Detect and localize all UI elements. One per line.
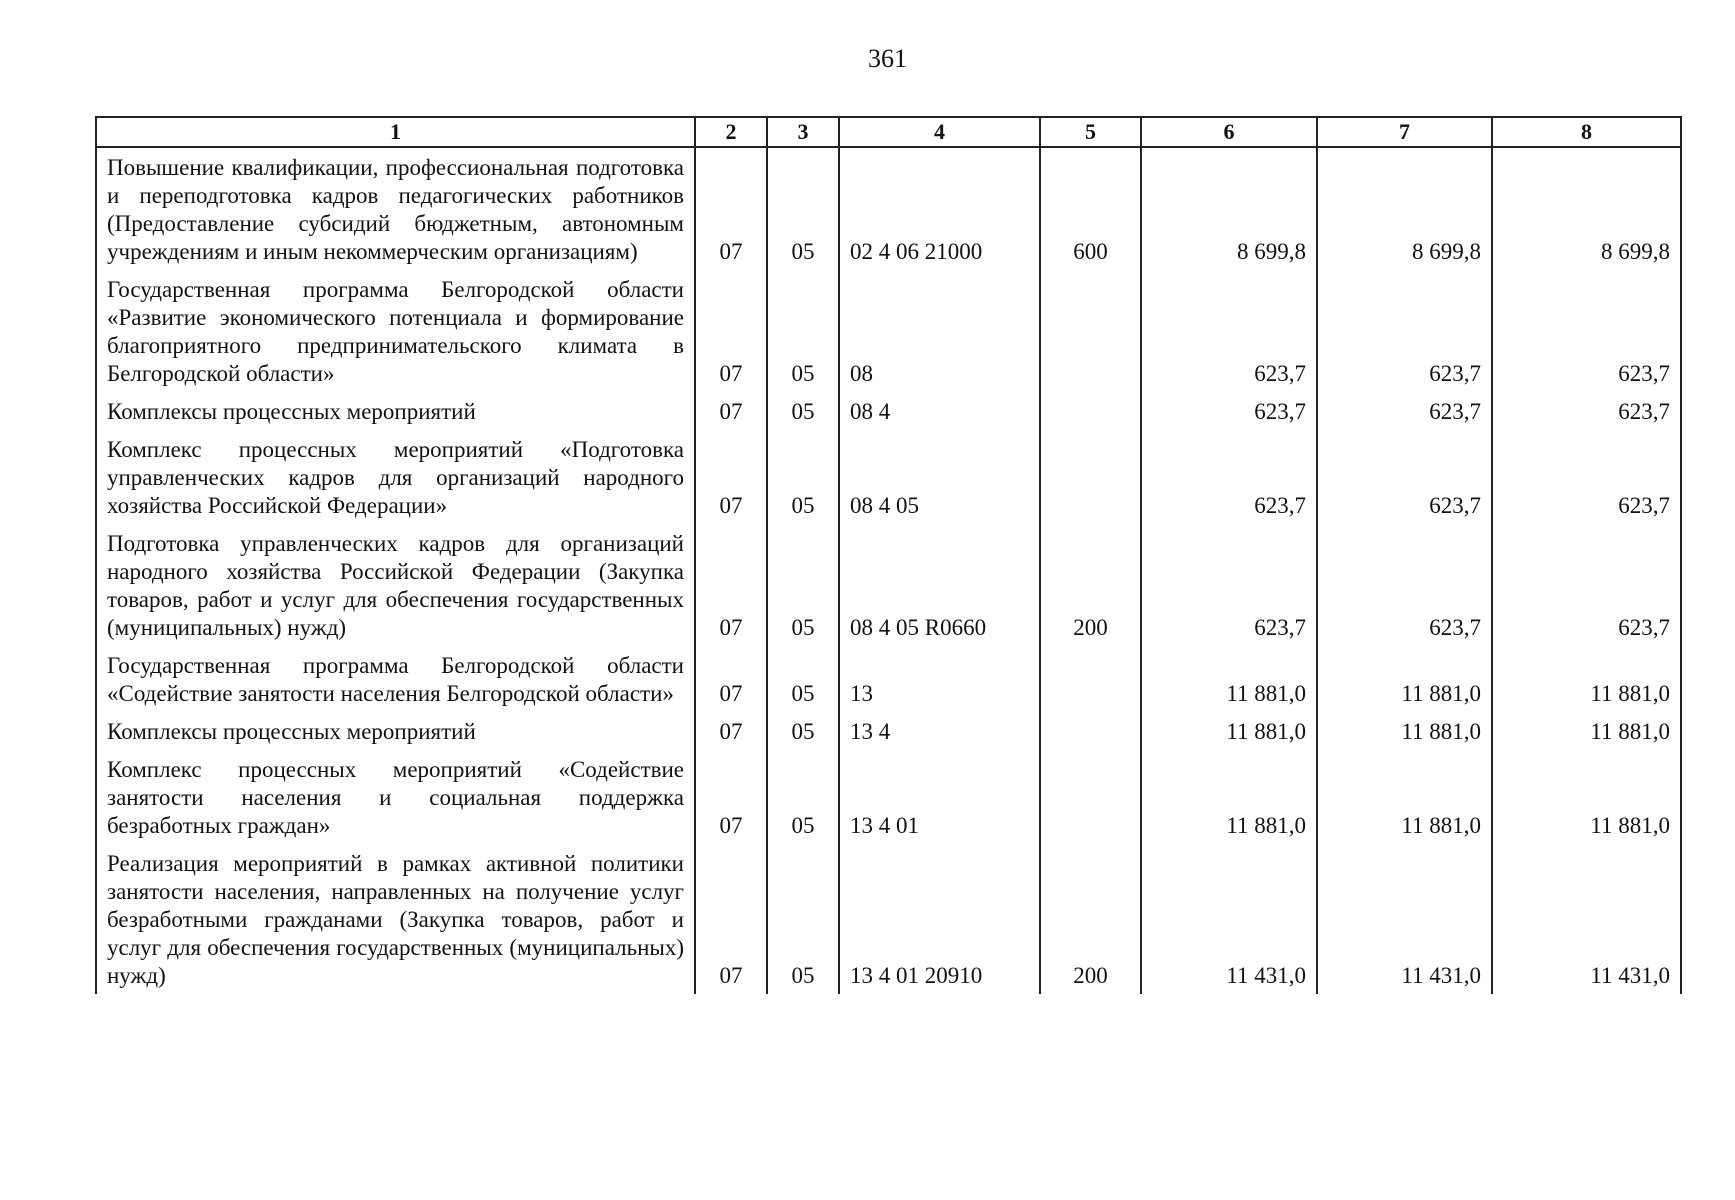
- row-target-article: 13 4 01 20910: [839, 844, 1040, 994]
- row-amount-7: 11 881,0: [1317, 712, 1492, 750]
- column-header-1: 1: [96, 117, 695, 147]
- table-row: [96, 270, 1681, 392]
- row-name: Комплексы процессных мероприятий: [96, 392, 695, 430]
- column-header-5: 5: [1040, 117, 1141, 147]
- row-subsection: 05: [767, 712, 839, 750]
- table-row: [96, 712, 1681, 750]
- row-subsection: 05: [767, 646, 839, 712]
- row-section: 07: [695, 430, 767, 524]
- table-row: [96, 430, 1681, 524]
- page-number: 361: [868, 44, 907, 73]
- row-amount-6: 11 881,0: [1141, 646, 1317, 712]
- table-row: [96, 646, 1681, 712]
- row-target-article: 08 4 05 R0660: [839, 524, 1040, 646]
- row-section: 07: [695, 392, 767, 430]
- table-row: [96, 147, 1681, 270]
- row-section: 07: [695, 524, 767, 646]
- row-amount-8: 623,7: [1492, 270, 1681, 392]
- row-expense-type: [1040, 392, 1141, 430]
- column-header-2: 2: [695, 117, 767, 147]
- row-target-article: 13 4 01: [839, 750, 1040, 844]
- row-amount-8: 623,7: [1492, 524, 1681, 646]
- row-target-article: 08 4: [839, 392, 1040, 430]
- row-amount-8: 623,7: [1492, 392, 1681, 430]
- row-name: Комплекс процессных мероприятий «Содействие занятости населения и социальная поддержка безработных граждан»: [96, 750, 695, 844]
- row-amount-7: 623,7: [1317, 430, 1492, 524]
- column-header-8: 8: [1492, 117, 1681, 147]
- row-amount-7: 623,7: [1317, 270, 1492, 392]
- column-header-4: 4: [839, 117, 1040, 147]
- row-expense-type: [1040, 712, 1141, 750]
- table-row: [96, 844, 1681, 994]
- row-expense-type: 200: [1040, 524, 1141, 646]
- column-header-7: 7: [1317, 117, 1492, 147]
- row-amount-7: 11 881,0: [1317, 646, 1492, 712]
- row-amount-8: 11 881,0: [1492, 646, 1681, 712]
- row-name: Реализация мероприятий в рамках активной политики занятости населения, направленных на получение услуг безработными гражданами (Закупка товаров, работ и услуг для обеспечения государственных (муниципальных) нужд): [96, 844, 695, 994]
- row-expense-type: 600: [1040, 147, 1141, 270]
- row-name: Государственная программа Белгородской области «Содействие занятости населения Белгородской области»: [96, 646, 695, 712]
- row-name: Подготовка управленческих кадров для организаций народного хозяйства Российской Федерации (Закупка товаров, работ и услуг для обеспечения государственных (муниципальных) нужд): [96, 524, 695, 646]
- row-amount-7: 11 431,0: [1317, 844, 1492, 994]
- row-section: 07: [695, 712, 767, 750]
- row-subsection: 05: [767, 844, 839, 994]
- row-section: 07: [695, 270, 767, 392]
- budget-table: [95, 116, 1682, 994]
- row-name: Комплексы процессных мероприятий: [96, 712, 695, 750]
- row-name: Комплекс процессных мероприятий «Подготовка управленческих кадров для организаций народного хозяйства Российской Федерации»: [96, 430, 695, 524]
- row-name: Государственная программа Белгородской области «Развитие экономического потенциала и формирование благоприятного предпринимательского климата в Белгородской области»: [96, 270, 695, 392]
- column-header-6: 6: [1141, 117, 1317, 147]
- row-subsection: 05: [767, 430, 839, 524]
- row-subsection: 05: [767, 147, 839, 270]
- row-subsection: 05: [767, 524, 839, 646]
- row-amount-7: 11 881,0: [1317, 750, 1492, 844]
- row-expense-type: [1040, 646, 1141, 712]
- row-expense-type: [1040, 750, 1141, 844]
- row-section: 07: [695, 844, 767, 994]
- row-amount-8: 623,7: [1492, 430, 1681, 524]
- row-amount-6: 623,7: [1141, 270, 1317, 392]
- row-target-article: 08: [839, 270, 1040, 392]
- row-amount-6: 623,7: [1141, 524, 1317, 646]
- row-amount-8: 11 431,0: [1492, 844, 1681, 994]
- row-expense-type: [1040, 430, 1141, 524]
- row-amount-6: 11 881,0: [1141, 712, 1317, 750]
- row-target-article: 02 4 06 21000: [839, 147, 1040, 270]
- row-subsection: 05: [767, 270, 839, 392]
- row-amount-7: 8 699,8: [1317, 147, 1492, 270]
- row-amount-6: 623,7: [1141, 392, 1317, 430]
- row-amount-7: 623,7: [1317, 524, 1492, 646]
- row-section: 07: [695, 646, 767, 712]
- table-row: [96, 392, 1681, 430]
- table-row: [96, 524, 1681, 646]
- row-section: 07: [695, 147, 767, 270]
- row-section: 07: [695, 750, 767, 844]
- row-amount-8: 11 881,0: [1492, 750, 1681, 844]
- row-amount-8: 8 699,8: [1492, 147, 1681, 270]
- row-amount-6: 11 881,0: [1141, 750, 1317, 844]
- row-target-article: 08 4 05: [839, 430, 1040, 524]
- row-amount-6: 8 699,8: [1141, 147, 1317, 270]
- row-amount-8: 11 881,0: [1492, 712, 1681, 750]
- row-expense-type: 200: [1040, 844, 1141, 994]
- header-row: [96, 117, 1681, 147]
- row-target-article: 13: [839, 646, 1040, 712]
- row-amount-7: 623,7: [1317, 392, 1492, 430]
- row-expense-type: [1040, 270, 1141, 392]
- table-row: [96, 750, 1681, 844]
- row-amount-6: 623,7: [1141, 430, 1317, 524]
- row-target-article: 13 4: [839, 712, 1040, 750]
- column-header-3: 3: [767, 117, 839, 147]
- row-amount-6: 11 431,0: [1141, 844, 1317, 994]
- row-subsection: 05: [767, 392, 839, 430]
- row-name: Повышение квалификации, профессиональная подготовка и переподготовка кадров педагогических работников (Предоставление субсидий бюджетным, автономным учреждениям и иным некоммерческим организациям): [96, 147, 695, 270]
- row-subsection: 05: [767, 750, 839, 844]
